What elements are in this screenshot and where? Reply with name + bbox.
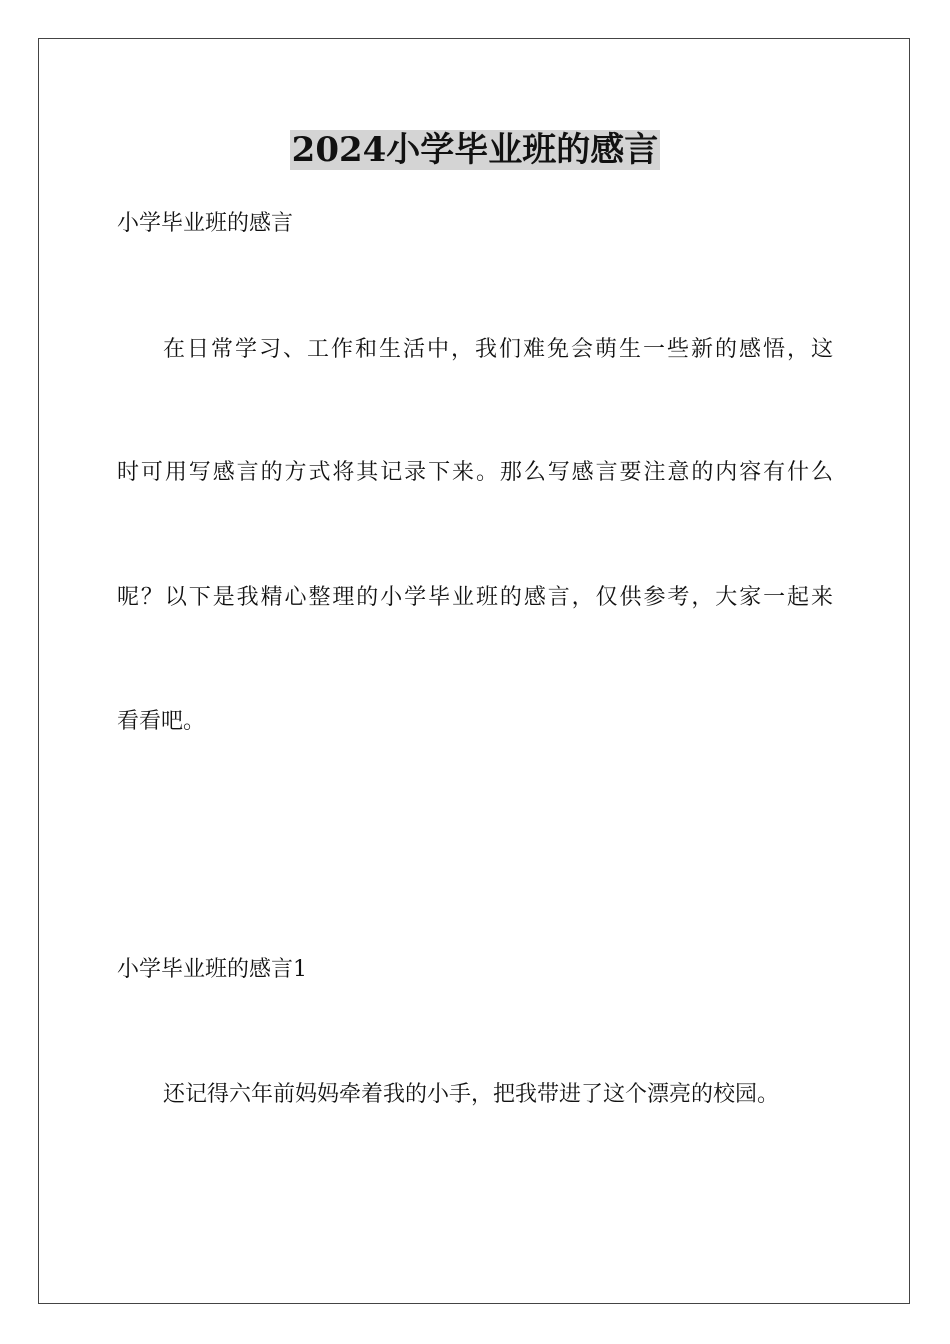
intro-paragraph-line: 呢？以下是我精心整理的小学毕业班的感言，仅供参考，大家一起来 [117, 585, 833, 610]
intro-paragraph-line: 时可用写感言的方式将其记录下来。那么写感言要注意的内容有什么 [117, 460, 833, 485]
section-heading: 小学毕业班的感言1 [117, 957, 307, 982]
document-title [0, 128, 950, 172]
intro-paragraph-line: 看看吧。 [117, 709, 206, 734]
document-subtitle: 小学毕业班的感言 [117, 211, 294, 236]
document-title-text: 2024小学毕业班的感言 [291, 130, 659, 170]
intro-paragraph-line: 在日常学习、工作和生活中，我们难免会萌生一些新的感悟，这 [163, 337, 833, 362]
section-paragraph-line: 还记得六年前妈妈牵着我的小手，把我带进了这个漂亮的校园。 [163, 1082, 780, 1107]
